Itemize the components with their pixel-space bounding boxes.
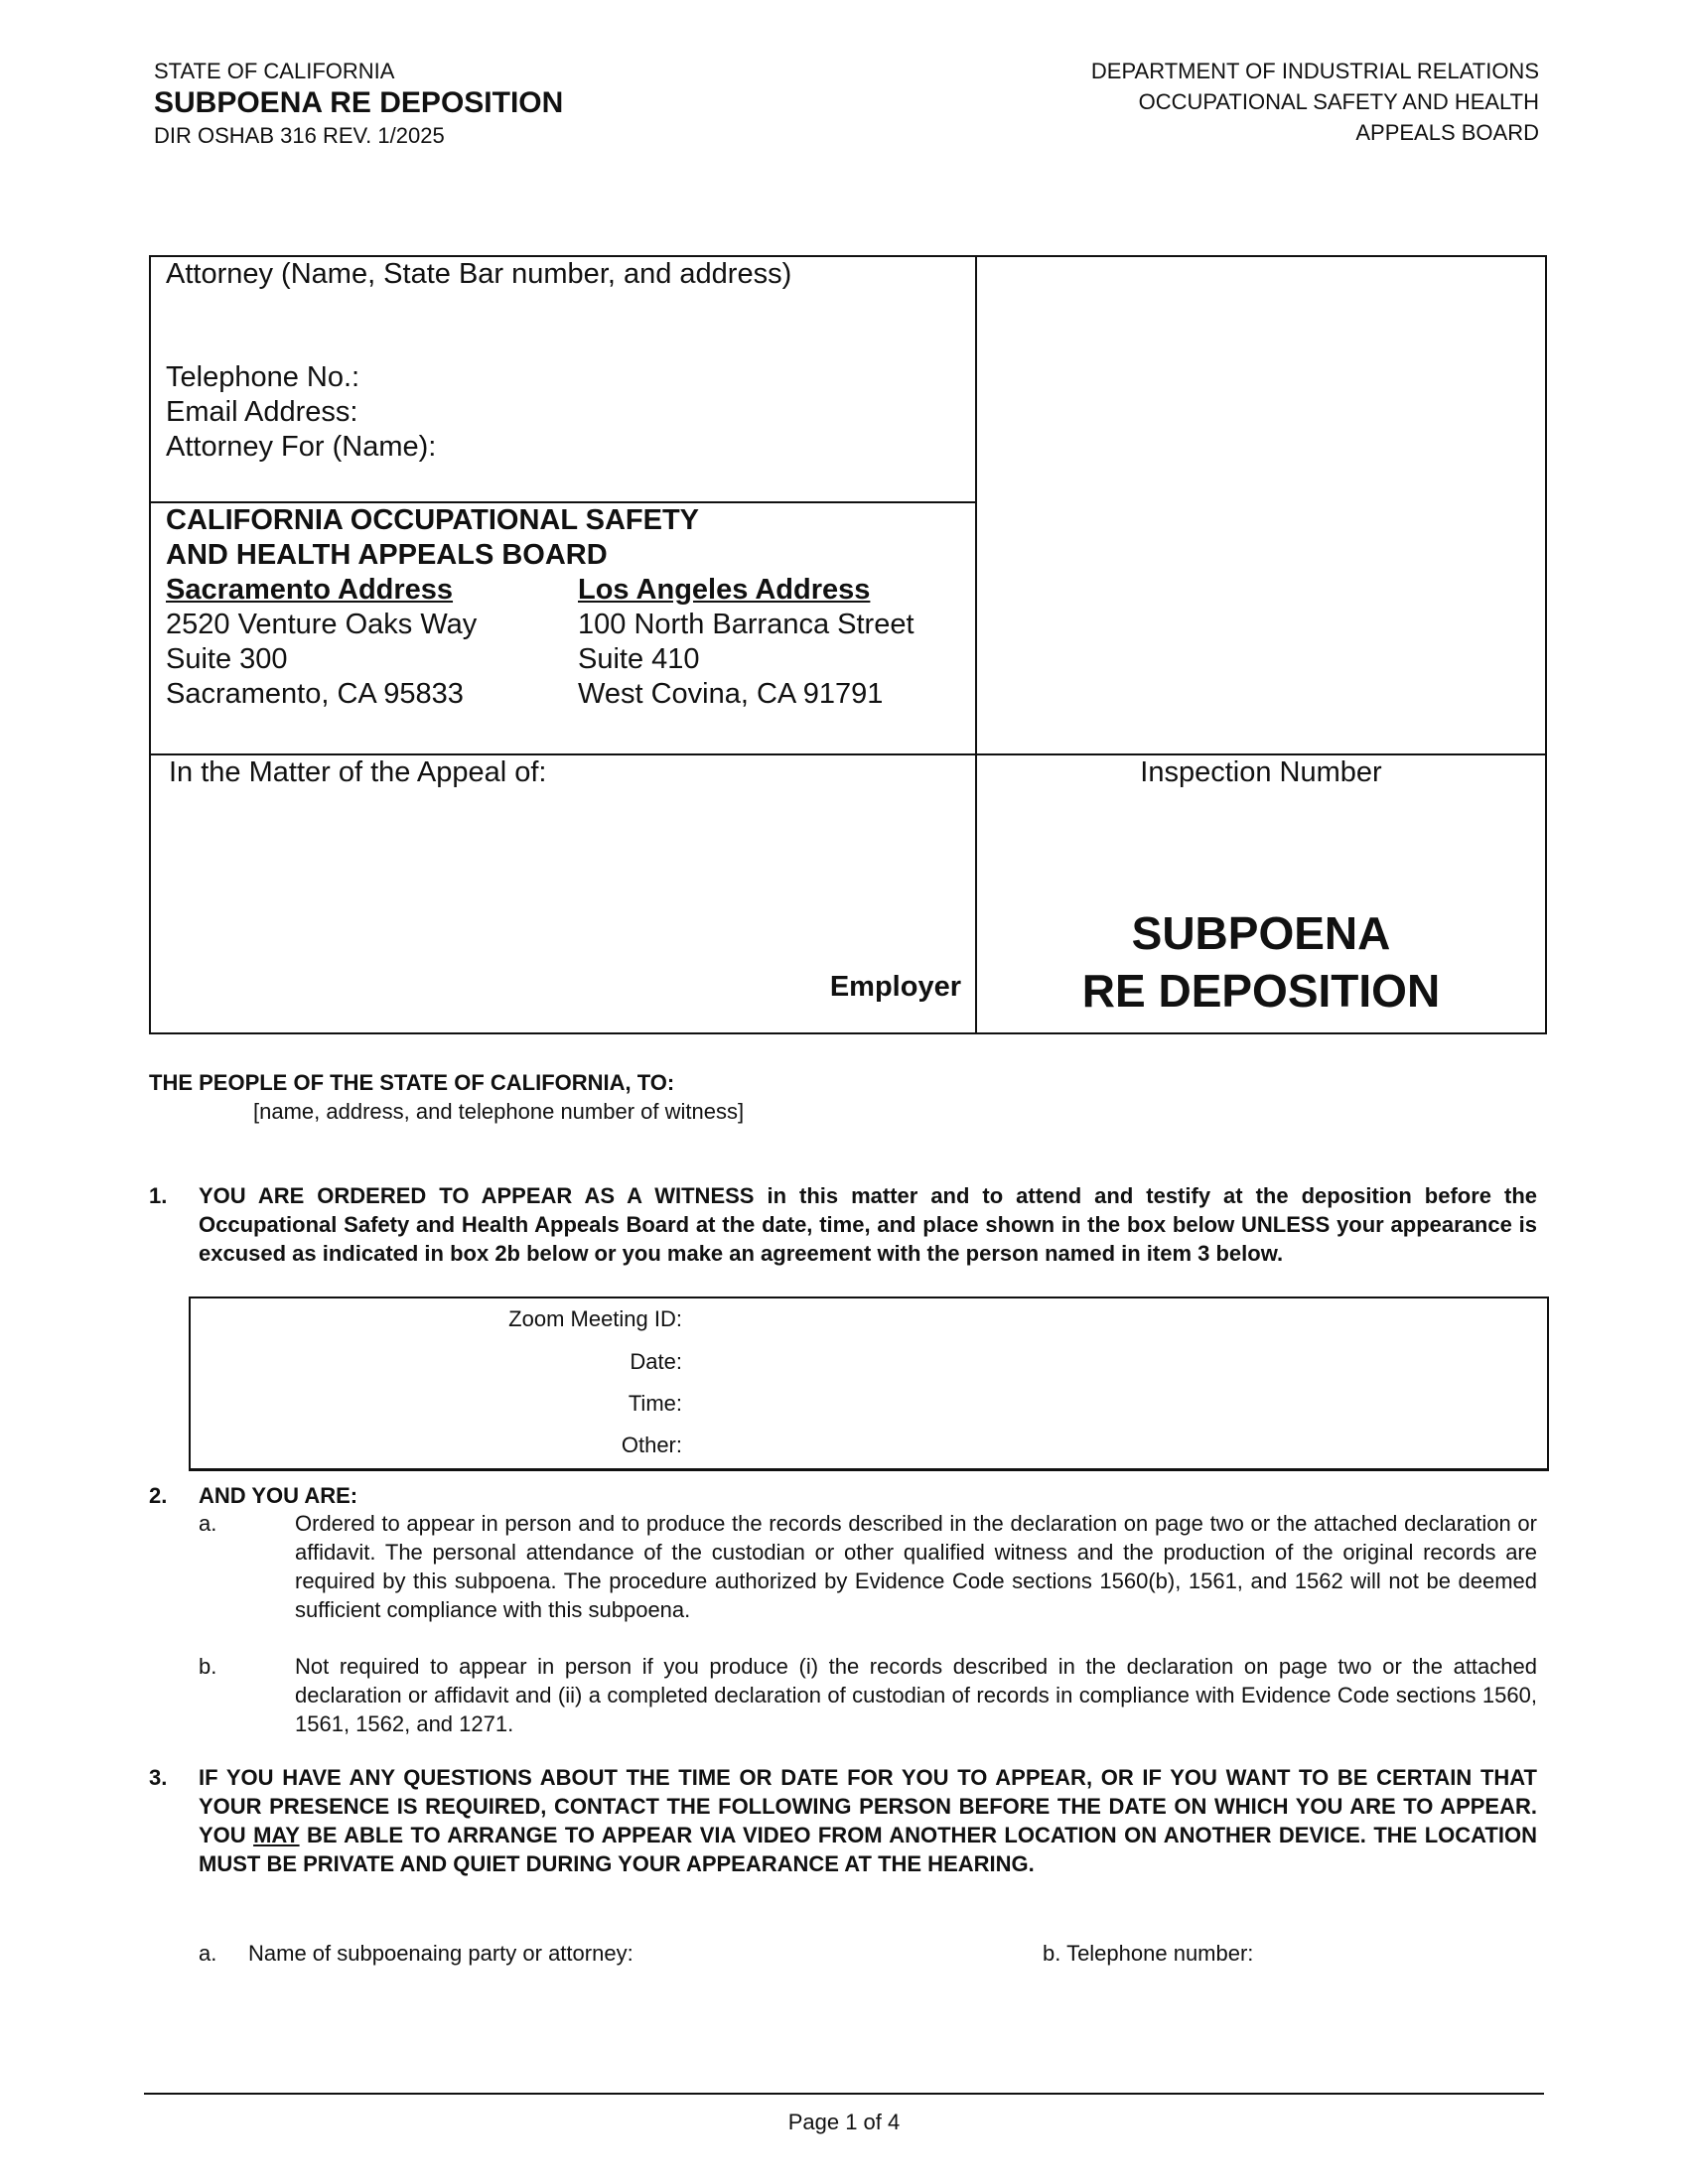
item-2a-label: a. [199,1511,217,1536]
attorney-heading: Attorney (Name, State Bar number, and address) [166,258,792,290]
item-3-text [199,1763,1537,1878]
item-2b-text: Not required to appear in person if you produce (i) the records described in the declaration on page two or the attached declaration or affidavit and (ii) a completed declaration of custodian of records in compliance with Evidence Code sections 1560, 1561, 1562, and 1271. [295,1654,1537,1736]
sacramento-line-2: Suite 300 [166,643,288,675]
item-2-number: 2. [149,1483,168,1508]
board-name-line-2: AND HEALTH APPEALS BOARD [166,539,608,571]
item-3-number: 3. [149,1765,168,1790]
telephone-number-label: b. Telephone number: [1043,1941,1254,1966]
date-label: Date: [630,1349,682,1374]
item-2a-text: Ordered to appear in person and to produce the records described in the declaration on page two or the attached declaration or affidavit. The personal attendance of the custodian or other qualified witness and the production of the original records are required by this subpoena. The procedure authorized by Evidence Code sections 1560(b), 1561, and 1562 will not be deemed sufficient compliance with this subpoena. [295,1511,1537,1622]
time-row [191,1391,682,1421]
employer-label: Employer [829,971,961,1003]
department-line-3: APPEALS BOARD [1355,120,1539,145]
item-3-emphasis: MAY [253,1823,300,1847]
other-label: Other: [621,1433,682,1457]
item-2b [199,1652,1537,1741]
witness-hint: [name, address, and telephone number of witness] [253,1099,745,1124]
los-angeles-line-3: West Covina, CA 91791 [578,678,884,710]
appearance-details-box [189,1297,1549,1471]
matter-heading: In the Matter of the Appeal of: [169,756,547,788]
los-angeles-address [578,573,914,712]
los-angeles-line-2: Suite 410 [578,643,700,675]
sacramento-line-3: Sacramento, CA 95833 [166,678,464,710]
inspection-number-label: Inspection Number [1140,756,1382,788]
item-1-number: 1. [149,1183,168,1208]
form-number: DIR OSHAB 316 REV. 1/2025 [154,123,445,148]
department-line-2: OCCUPATIONAL SAFETY AND HEALTH [1138,89,1539,114]
item-2 [149,1481,1537,1511]
other-row [191,1433,682,1462]
sacramento-line-1: 2520 Venture Oaks Way [166,609,478,640]
board-name-line-1: CALIFORNIA OCCUPATIONAL SAFETY [166,504,700,536]
form-header-right [1091,56,1539,148]
time-label: Time: [628,1391,682,1416]
state-label: STATE OF CALIFORNIA [154,59,395,83]
item-3 [149,1763,1537,1912]
court-info-box [149,501,977,755]
department-line-1: DEPARTMENT OF INDUSTRIAL RELATIONS [1090,59,1539,83]
date-row [191,1349,682,1379]
attorney-box [149,255,977,503]
item-2-heading: AND YOU ARE: [199,1483,358,1508]
zoom-meeting-label: Zoom Meeting ID: [508,1306,682,1331]
footer-divider [144,2093,1544,2095]
inspection-box [975,753,1547,1034]
zoom-meeting-row [191,1306,682,1336]
item-2b-label: b. [199,1654,217,1679]
item-1 [149,1181,1537,1297]
subpoenaing-party-label: Name of subpoenaing party or attorney: [248,1941,633,1966]
email-label: Email Address: [166,396,358,428]
los-angeles-heading: Los Angeles Address [578,574,871,606]
los-angeles-line-1: 100 North Barranca Street [578,609,914,640]
item-3-text-before: IF YOU HAVE ANY QUESTIONS ABOUT THE TIME OR DATE FOR YOU TO APPEAR, OR IF YOU WANT TO BE CERTAIN THAT YOUR PRESENCE IS REQUIRED, CONTACT THE FOLLOWING PERSON BEFORE THE DATE ON WHICH YOU ARE TO APPEAR. YOU [199,1765,1537,1847]
page-number: Page 1 of 4 [787,2110,901,2134]
form-header-left [154,58,563,151]
item-1-text: YOU ARE ORDERED TO APPEAR AS A WITNESS in this matter and to attend and testify at the deposition before the Occupational Safety and Health Appeals Board at the date, time, and place shown in the box below UNLESS your appearance is excused as indicated in box 2b below or you make an agreement with the person named in item 3 below. [199,1183,1537,1266]
attorney-for-label: Attorney For (Name): [166,431,437,463]
people-heading: THE PEOPLE OF THE STATE OF CALIFORNIA, TO: [149,1070,675,1095]
subpoena-title-line-2: RE DEPOSITION [1081,965,1441,1017]
sacramento-heading: Sacramento Address [166,574,454,606]
filing-stamp-box [975,255,1547,755]
telephone-label: Telephone No.: [166,361,360,393]
item-2a [199,1509,1537,1626]
item-3-text-after: BE ABLE TO ARRANGE TO APPEAR VIA VIDEO FROM ANOTHER LOCATION ON ANOTHER DEVICE. THE LOCATION MUST BE PRIVATE AND QUIET DURING YOUR APPEARANCE AT THE HEARING. [199,1823,1537,1876]
subpoena-title-line-1: SUBPOENA [1131,907,1391,959]
matter-box [149,753,977,1034]
item-3a-label: a. [199,1941,217,1966]
form-title: SUBPOENA RE DEPOSITION [154,86,564,119]
sacramento-address [166,573,477,712]
